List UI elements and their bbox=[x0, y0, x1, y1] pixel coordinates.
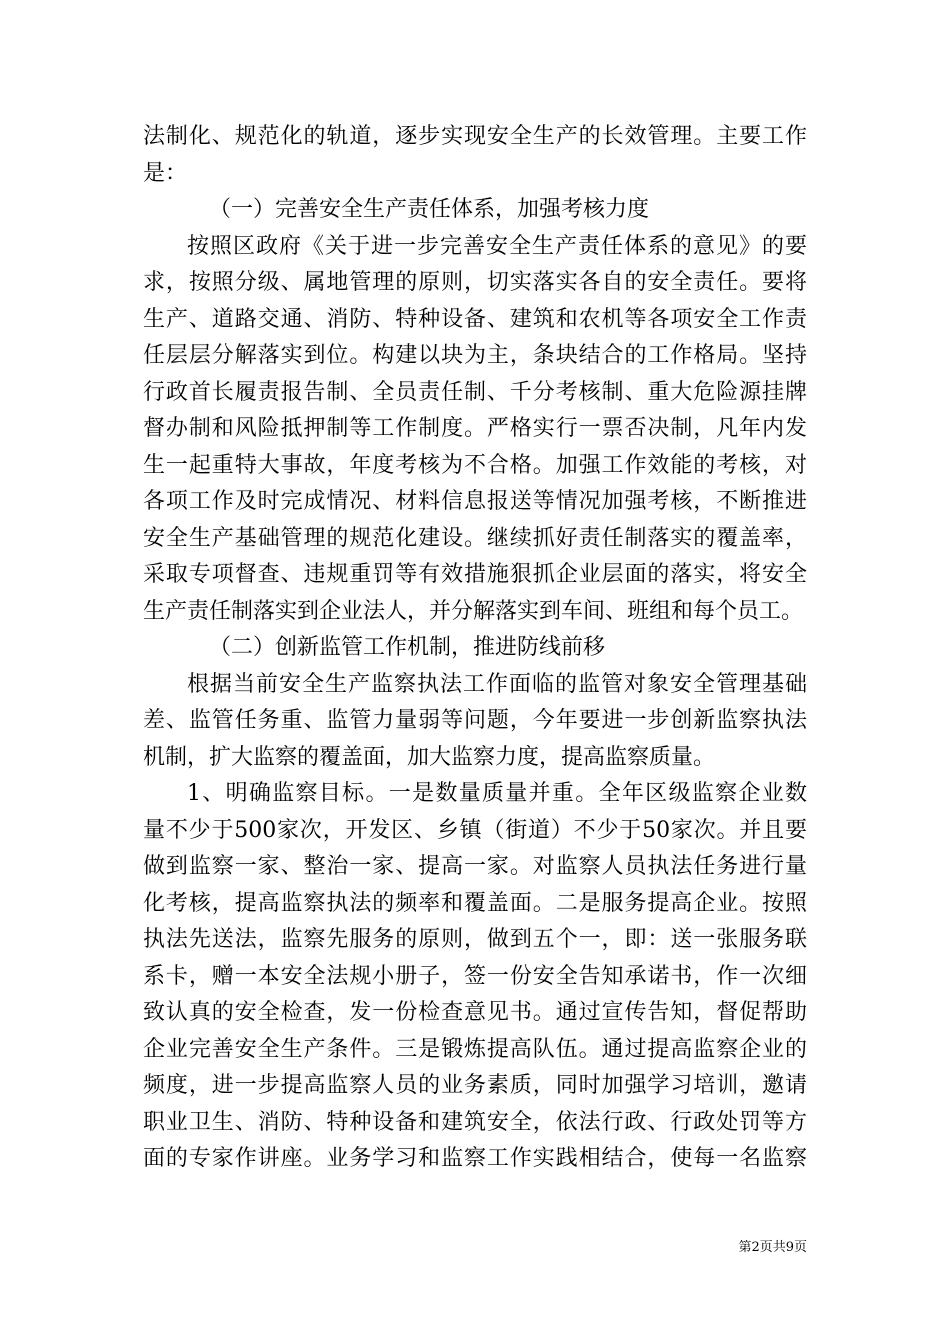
text-line: 安全生产基础管理的规范化建设。继续抓好责任制落实的覆盖率， bbox=[143, 525, 807, 551]
text-line: 是： bbox=[143, 160, 188, 186]
section-heading: （一）完善安全生产责任体系，加强考核力度 bbox=[209, 197, 650, 222]
text-line: 生产责任制落实到企业法人，并分解落实到车间、班组和每个员工。 bbox=[143, 598, 804, 624]
text-line: 职业卫生、消防、特种设备和建筑安全，依法行政、行政处罚等方 bbox=[143, 1109, 807, 1135]
text-line: 督办制和风险抵押制等工作制度。严格实行一票否决制，凡年内发 bbox=[143, 416, 807, 441]
text-line: 任层层分解落实到位。构建以块为主，条块结合的工作格局。坚持 bbox=[143, 343, 807, 368]
text-line: 生一起重特大事故，年度考核为不合格。加强工作效能的考核，对 bbox=[143, 452, 807, 478]
text-line: 频度，进一步提高监察人员的业务素质，同时加强学习培训，邀请 bbox=[143, 1073, 807, 1098]
section-heading: （二）创新监管工作机制，推进防线前移 bbox=[209, 635, 606, 660]
text-line: 企业完善安全生产条件。三是锻炼提高队伍。通过提高监察企业的 bbox=[143, 1036, 807, 1062]
text-line: 执法先送法，监察先服务的原则，做到五个一，即：送一张服务联 bbox=[143, 927, 807, 952]
text-line: 按照区政府《关于进一步完善安全生产责任体系的意见》的要 bbox=[187, 233, 807, 259]
text-line: 各项工作及时完成情况、材料信息报送等情况加强考核，不断推进 bbox=[143, 489, 807, 514]
page-number: 第2页共9页 bbox=[738, 1240, 807, 1255]
text-line: 差、监管任务重、监管力量弱等问题，今年要进一步创新监察执法 bbox=[143, 708, 807, 733]
text-line: 法制化、规范化的轨道，逐步实现安全生产的长效管理。主要工作 bbox=[143, 124, 807, 149]
text-line: 化考核，提高监察执法的频率和覆盖面。二是服务提高企业。按照 bbox=[143, 890, 807, 916]
text-line: 采取专项督查、违规重罚等有效措施狠抓企业层面的落实，将安全 bbox=[143, 562, 807, 587]
text-line: 面的专家作讲座。业务学习和监察工作实践相结合，使每一名监察 bbox=[143, 1146, 807, 1171]
text-line: 致认真的安全检查，发一份检查意见书。通过宣传告知，督促帮助 bbox=[143, 1000, 807, 1025]
text-line: 做到监察一家、整治一家、提高一家。对监察人员执法任务进行量 bbox=[143, 854, 807, 879]
text-line: 根据当前安全生产监察执法工作面临的监管对象安全管理基础 bbox=[187, 671, 807, 697]
text-line: 生产、道路交通、消防、特种设备、建筑和农机等各项安全工作责 bbox=[143, 306, 807, 332]
text-line: 求，按照分级、属地管理的原则，切实落实各自的安全责任。要将 bbox=[143, 270, 807, 295]
text-line: 量不少于500家次，开发区、乡镇（街道）不少于50家次。并且要 bbox=[143, 817, 807, 843]
text-line: 机制，扩大监察的覆盖面，加大监察力度，提高监察质量。 bbox=[143, 744, 716, 770]
text-line: 系卡，赠一本安全法规小册子，签一份安全告知承诺书，作一次细 bbox=[143, 963, 807, 989]
document-body bbox=[143, 119, 807, 1178]
text-line: 行政首长履责报告制、全员责任制、千分考核制、重大危险源挂牌 bbox=[143, 379, 807, 405]
text-line: 1、明确监察目标。一是数量质量并重。全年区级监察企业数 bbox=[187, 781, 807, 806]
